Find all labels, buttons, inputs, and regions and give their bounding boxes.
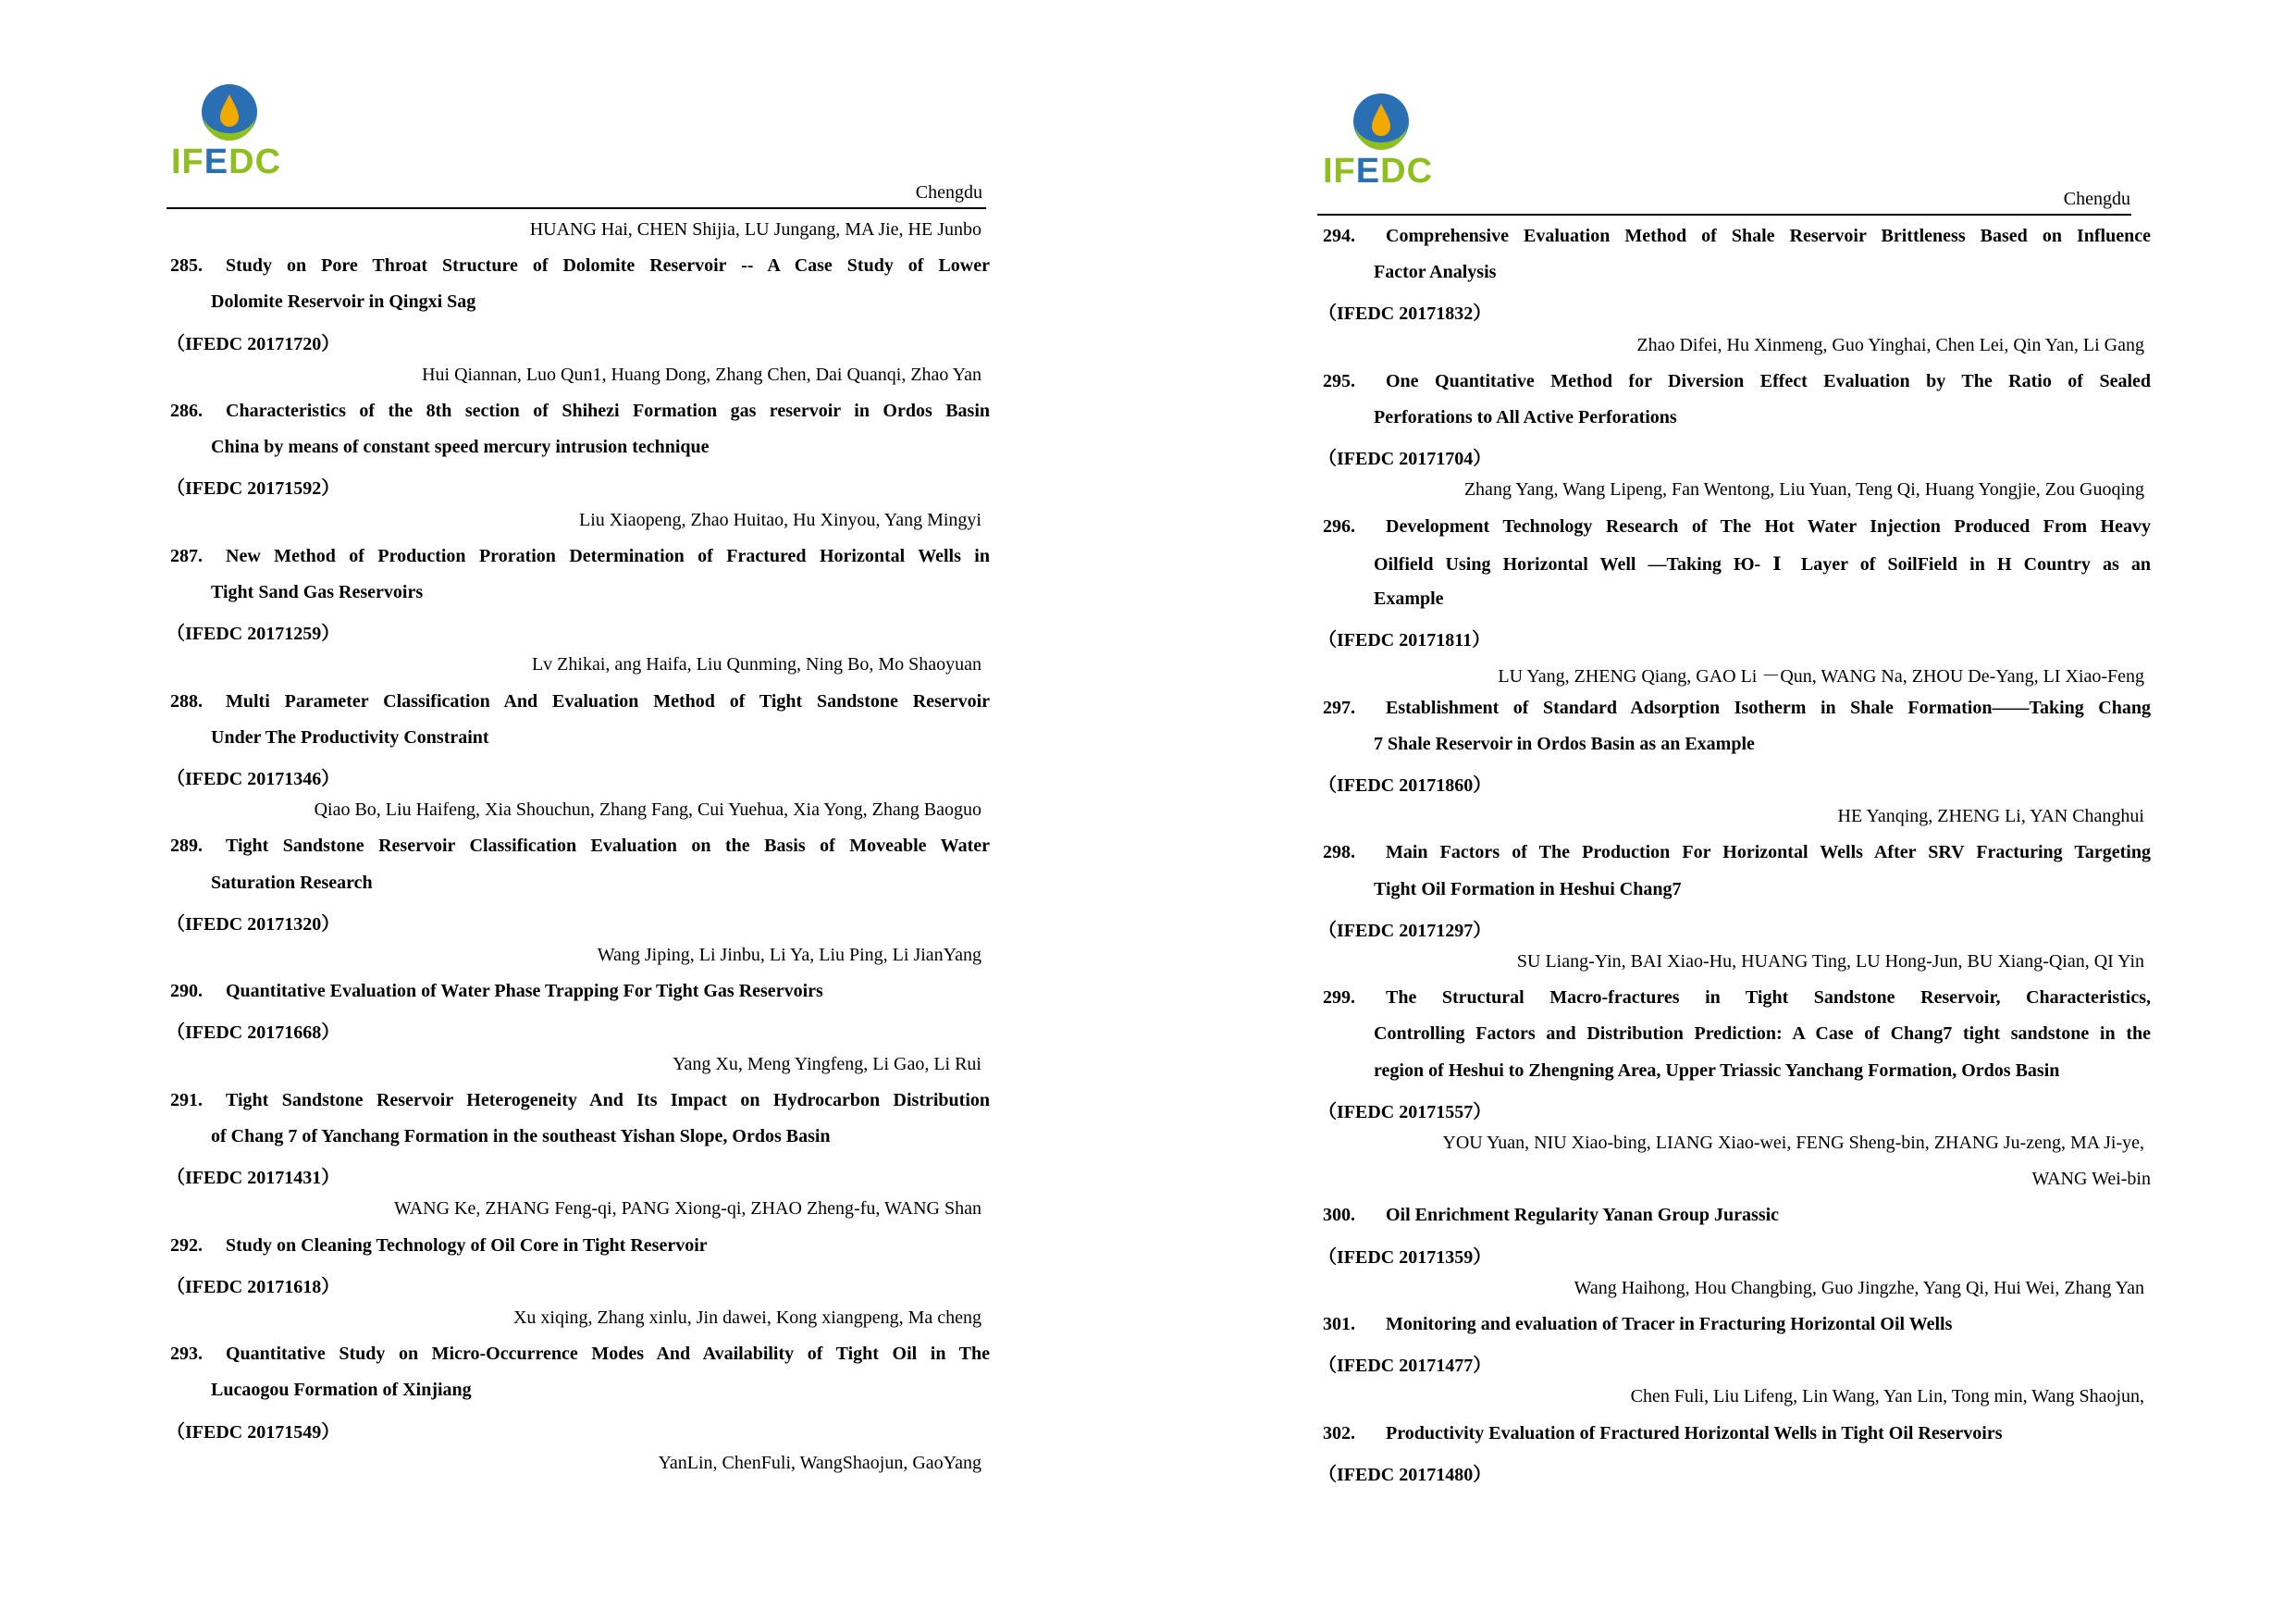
logo-wordmark: IFEDC [1323, 152, 1434, 191]
entry-number: 297. [1323, 697, 1355, 718]
entry-title-line: Controlling Factors and Distribution Prediction: A Case of Chang7 tight sandstone in the [1374, 1023, 2151, 1045]
entry-number: 300. [1323, 1205, 1355, 1226]
entry-title-line: Study on Cleaning Technology of Oil Core in Tight Reservoir [226, 1234, 708, 1256]
entry-title-line: 7 Shale Reservoir in Ordos Basin as an Example [1374, 733, 1755, 754]
entry-title-line: One Quantitative Method for Diversion Effect Evaluation by The Ratio of Sealed [1386, 370, 2151, 391]
ifedc-logo-icon [199, 81, 260, 142]
entry-title-line: Oilfield Using Horizontal Well —Taking Ю- Ⅰ Layer of SoilField in H Country as an [1374, 553, 2151, 575]
entry-number: 298. [1323, 842, 1355, 863]
entry-title-line: Comprehensive Evaluation Method of Shale Reservoir Brittleness Based on Influence [1386, 226, 2151, 246]
author-line: Wang Haihong, Hou Changbing, Guo Jingzhe, Yang Qi, Hui Wei, Zhang Yan [1574, 1277, 2144, 1298]
author-line: Zhang Yang, Wang Lipeng, Fan Wentong, Liu Yuan, Teng Qi, Huang Yongjie, Zou Guoqing [1463, 479, 2144, 501]
entry-code: （IFEDC 20171832） [1318, 304, 1492, 325]
entry-code: （IFEDC 20171359） [1318, 1246, 1492, 1268]
header-city: Chengdu [2063, 189, 2130, 209]
entry-number: 291. [170, 1089, 203, 1110]
author-line: Qiao Bo, Liu Haifeng, Xia Shouchun, Zhang Fang, Cui Yuehua, Xia Yong, Zhang Baoguo [314, 799, 981, 821]
entry-code: （IFEDC 20171297） [1318, 920, 1492, 941]
entry-number: 299. [1323, 987, 1355, 1009]
author-line: Wang Jiping, Li Jinbu, Li Ya, Liu Ping, Li JianYang [597, 945, 981, 965]
header-rule [167, 207, 986, 209]
author-line: WANG Wei-bin [2031, 1169, 2151, 1190]
entry-title-line: Development Technology Research of The Hot Water Injection Produced From Heavy [1386, 515, 2151, 537]
author-line: SU Liang-Yin, BAI Xiao-Hu, HUANG Ting, LU Hong-Jun, BU Xiang-Qian, QI Yin [1516, 951, 2144, 972]
author-line: YOU Yuan, NIU Xiao-bing, LIANG Xiao-wei, FENG Sheng-bin, ZHANG Ju-zeng, MA Ji-ye, [1442, 1133, 2144, 1153]
entry-number: 296. [1323, 515, 1355, 537]
entry-title-line: Tight Sandstone Reservoir Heterogeneity And Its Impact on Hydrocarbon Distribution [226, 1089, 990, 1110]
author-line: Lv Zhikai, ang Haifa, Liu Qunming, Ning Bo, Mo Shaoyuan [531, 654, 981, 675]
author-line: HE Yanqing, ZHENG Li, YAN Changhui [1837, 806, 2144, 827]
entry-title-line: Dolomite Reservoir in Qingxi Sag [211, 291, 476, 313]
right-page [1148, 0, 2296, 1623]
entry-title-line: China by means of constant speed mercury intrusion technique [211, 437, 710, 458]
entry-number: 290. [170, 981, 203, 1002]
entry-number: 301. [1323, 1314, 1355, 1334]
entry-code: （IFEDC 20171860） [1318, 775, 1492, 796]
entry-title-line: Factor Analysis [1374, 262, 1497, 283]
entry-title-line: Quantitative Study on Micro-Occurrence Modes And Availability of Tight Oil in The [226, 1344, 990, 1365]
entry-number: 292. [170, 1234, 203, 1256]
author-line: Xu xiqing, Zhang xinlu, Jin dawei, Kong xiangpeng, Ma cheng [512, 1307, 981, 1328]
entry-number: 294. [1323, 226, 1355, 246]
entry-title-line: Example [1374, 588, 1444, 609]
entry-title-line: New Method of Production Proration Determination of Fractured Horizontal Wells in [226, 545, 990, 566]
ifedc-logo-icon [1351, 91, 1412, 152]
entry-title-line: Lucaogou Formation of Xinjiang [211, 1380, 472, 1401]
entry-code: （IFEDC 20171477） [1318, 1356, 1492, 1377]
author-line: HUANG Hai, CHEN Shijia, LU Jungang, MA Jie, HE Junbo [529, 219, 981, 240]
entry-number: 287. [170, 545, 203, 566]
entry-code: （IFEDC 20171431） [167, 1168, 340, 1189]
author-line: Chen Fuli, Liu Lifeng, Lin Wang, Yan Lin, Tong min, Wang Shaojun, [1630, 1386, 2144, 1407]
entry-code: （IFEDC 20171320） [167, 913, 340, 935]
entry-number: 286. [170, 401, 203, 421]
entry-title-line: Main Factors of The Production For Horizontal Wells After SRV Fracturing Targeting [1386, 842, 2151, 863]
entry-code: （IFEDC 20171549） [167, 1421, 340, 1443]
author-line: YanLin, ChenFuli, WangShaojun, GaoYang [658, 1452, 981, 1473]
entry-code: （IFEDC 20171592） [167, 478, 340, 500]
entry-title-line: region of Heshui to Zhengning Area, Upper Triassic Yanchang Formation, Ordos Basin [1374, 1059, 2060, 1081]
entry-number: 288. [170, 690, 203, 712]
entry-title-line: Quantitative Evaluation of Water Phase Trapping For Tight Gas Reservoirs [226, 981, 823, 1002]
header-city: Chengdu [915, 182, 982, 203]
entry-code: （IFEDC 20171618） [167, 1276, 340, 1297]
entry-title-line: Multi Parameter Classification And Evaluation Method of Tight Sandstone Reservoir [226, 690, 990, 712]
entry-title-line: Tight Sandstone Reservoir Classification Evaluation on the Basis of Moveable Water [226, 836, 990, 857]
author-line: Yang Xu, Meng Yingfeng, Li Gao, Li Rui [673, 1053, 981, 1074]
entry-code: （IFEDC 20171346） [167, 769, 340, 789]
entry-title-line: Study on Pore Throat Structure of Dolomite Reservoir -- A Case Study of Lower [226, 255, 990, 277]
entry-title-line: Perforations to All Active Perforations [1374, 407, 1677, 427]
entry-title-line: Tight Oil Formation in Heshui Chang7 [1374, 878, 1682, 899]
header-rule [1317, 214, 2131, 216]
entry-title-line: Monitoring and evaluation of Tracer in Fracturing Horizontal Oil Wells [1386, 1314, 1953, 1334]
entry-title-line: Saturation Research [211, 872, 373, 893]
author-line: Liu Xiaopeng, Zhao Huitao, Hu Xinyou, Yang Mingyi [579, 509, 981, 530]
author-line: LU Yang, ZHENG Qiang, GAO Li －Qun, WANG Na, ZHOU De-Yang, LI Xiao-Feng [1498, 666, 2144, 688]
entry-title-line: Tight Sand Gas Reservoirs [211, 582, 424, 602]
entry-title-line: Establishment of Standard Adsorption Isotherm in Shale Formation——Taking Chang [1386, 697, 2151, 718]
entry-code: （IFEDC 20171811） [1318, 630, 1491, 651]
author-line: Hui Qiannan, Luo Qun1, Huang Dong, Zhang Chen, Dai Quanqi, Zhao Yan [422, 364, 981, 385]
entry-title-line: Productivity Evaluation of Fractured Horizontal Wells in Tight Oil Reservoirs [1386, 1422, 2003, 1443]
entry-title-line: Characteristics of the 8th section of Shihezi Formation gas reservoir in Ordos Basin [226, 401, 990, 421]
logo-wordmark: IFEDC [171, 142, 282, 181]
entry-code: （IFEDC 20171557） [1318, 1101, 1492, 1122]
entry-code: （IFEDC 20171480） [1318, 1464, 1492, 1485]
entry-code: （IFEDC 20171720） [167, 333, 340, 354]
entry-number: 285. [170, 255, 203, 277]
entry-title-line: The Structural Macro-fractures in Tight Sandstone Reservoir, Characteristics, [1386, 987, 2151, 1009]
entry-code: （IFEDC 20171704） [1318, 449, 1492, 470]
entry-number: 289. [170, 836, 203, 857]
author-line: Zhao Difei, Hu Xinmeng, Guo Yinghai, Chen Lei, Qin Yan, Li Gang [1636, 334, 2144, 355]
entry-number: 302. [1323, 1422, 1355, 1443]
entry-code: （IFEDC 20171259） [167, 624, 340, 645]
entry-code: （IFEDC 20171668） [167, 1022, 340, 1044]
entry-title-line: Under The Productivity Constraint [211, 726, 489, 748]
entry-number: 295. [1323, 370, 1355, 391]
entry-number: 293. [170, 1344, 203, 1365]
author-line: WANG Ke, ZHANG Feng-qi, PANG Xiong-qi, ZHAO Zheng-fu, WANG Shan [394, 1198, 981, 1220]
entry-title-line: Oil Enrichment Regularity Yanan Group Jurassic [1386, 1205, 1780, 1226]
entry-title-line: of Chang 7 of Yanchang Formation in the southeast Yishan Slope, Ordos Basin [211, 1126, 831, 1146]
